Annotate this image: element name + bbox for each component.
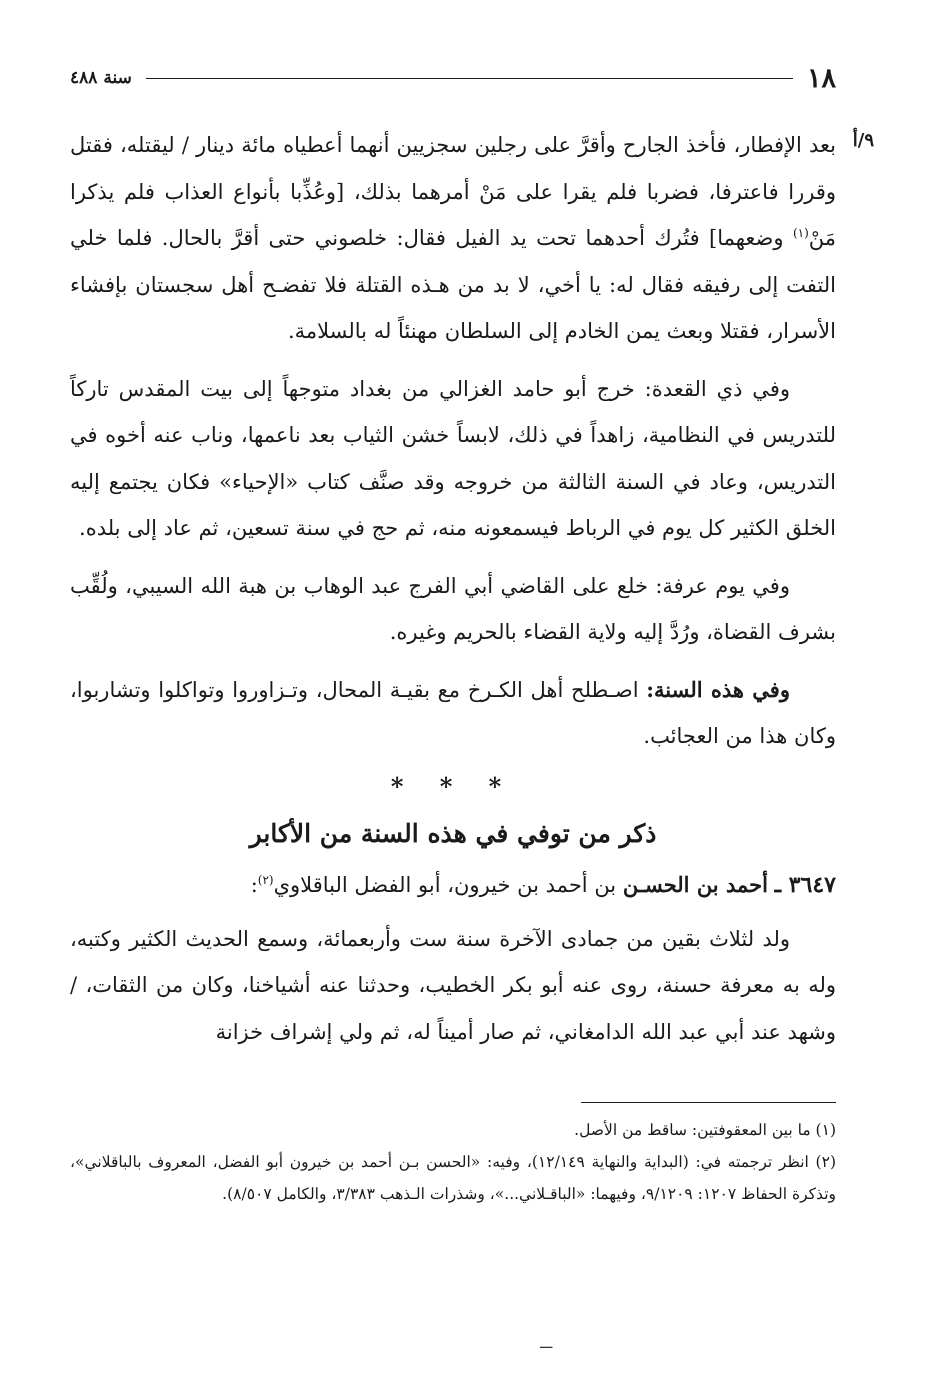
paragraph-3: وفي يوم عرفة: خلع على القاضي أبي الفرج عبد الوهاب بن هبة الله السيبي، ولُقِّب بشرف القضاة، ورُدَّ إليه ولاية القضاء بالحريم وغيره.	[70, 573, 836, 644]
paragraph-4: وفي هذه السنة: اصـطلح أهل الكـرخ مع بقيـة المحال، وتـزاوروا وتواكلوا وتشاربوا، وكان هذا من العجائب.	[70, 676, 836, 748]
year-label: سنة ٤٨٨	[70, 68, 132, 88]
entry-number: ٣٦٤٧ ـ	[774, 871, 836, 898]
paragraph-2: وفي ذي القعدة: خرج أبو حامد الغزالي من بغداد متوجهاً إلى بيت المقدس تاركاً للتدريس في النظامية، زاهداً في ذلك، لابساً خشن الثياب بعد ناعمها، وناب عنه أخوه في التدريس، وعاد في السنة الثالثة من خروجه وقد صنَّف كتاب «الإحياء» فكان يجتمع إليه الخلق الكثير كل يوم في الرباط فيسمعونه منه، ثم حج في سنة تسعين، ثم عاد إلى بلده.	[70, 376, 836, 540]
section-separator: * * *	[390, 771, 516, 801]
footnote-marker: (١)	[792, 226, 809, 240]
biography-text: ولد لثلاث بقين من جمادى الآخرة سنة ست وأربعمائة، وسمع الحديث الكثير وكتبه، وله به معرفة حسنة، روى عنه أبو بكر الخطيب، وحدثنا عنه أشياخنا، وكان من الثقات، / وشهد عند أبي عبد الله الدامغاني، ثم صار أميناً له، ثم ولي إشراف خزانة	[70, 926, 836, 1044]
section-title: ذكر من توفي في هذه السنة من الأكابر	[249, 818, 657, 848]
footnote-1: (١) ما بين المعقوفتين: ساقط من الأصل.	[574, 1121, 836, 1139]
footnotes	[70, 1114, 836, 1210]
footnote-rule	[581, 1102, 836, 1103]
page-number: ١٨	[806, 62, 836, 94]
page	[70, 58, 874, 1358]
paragraph-1: بعد الإفطار، فأخذ الجارح وأقرَّ على رجلين سجزيين أنهما أعطياه مائة دينار / ليقتله، فقتل وقررا فاعترفا، فضربا فلم يقرا على مَنْ أمرهما بذلك، [وعُذِّبا بأنواع العذاب فلم يذكرا مَنْ$^{(١)}$ وضعهما] فتُرك أحدهما تحت يد الفيل فقال: خلصوني حتى أقرَّ بالحال. فلما خلي التفت إلى رفيقه فقال له: يا أخي، لا بد من هـذه القتلة فلا تفضـح أهل سجستان بإفشاء الأسرار، فقتلا وبعث يمن الخادم إلى السلطان مهنئاً له بالسلامة.	[70, 133, 836, 343]
entry-name: أحمد بن الحسـن	[622, 871, 768, 897]
margin-reference: ٩/أ	[852, 130, 874, 151]
bold-lead: وفي هذه السنة:	[646, 676, 790, 702]
biography-entry-heading: ٣٦٤٧ ـ أحمد بن الحسـن بن أحمد بن خيرون، أبو الفضل الباقلاوي$^{(٢)}$:	[250, 871, 836, 898]
footnote-2: (٢) انظر ترجمته في: (البداية والنهاية ١٢/١٤٩)، وفيه: «الحسن بـن أحمد بن خيرون أبو الفضل، المعروف بالباقلاني»، وتذكرة الحفاظ ١٢٠٧: ٩/١٢٠٩، وفيهما: «الباقـلاني...»، وشذرات الـذهب ٣/٣٨٣، والكامل ٨/٥٠٧).	[70, 1153, 836, 1203]
footnote-marker: (٢)	[257, 872, 274, 887]
header-rule	[146, 78, 793, 79]
page-mark: ـــ	[540, 1336, 553, 1352]
body-text	[70, 122, 874, 1055]
page-header	[70, 58, 836, 98]
